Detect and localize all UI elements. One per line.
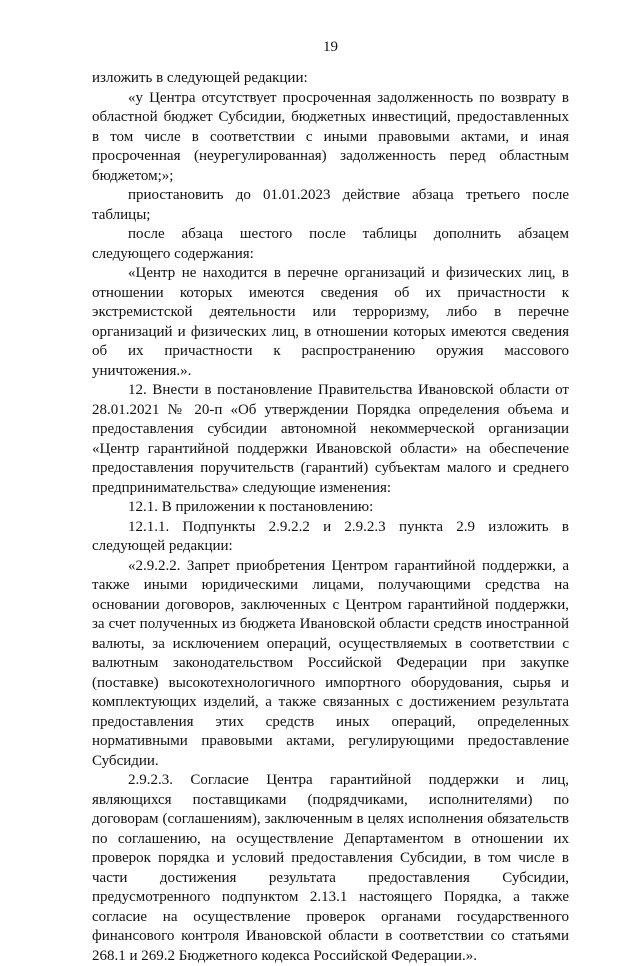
paragraph: изложить в следующей редакции: — [92, 70, 308, 86]
paragraph: 12. Внести в постановление Правительства Ивановской области от 28.01.2021 № 20-п «Об утверждении Порядка определения объема и предоставления субсидии автономной некоммерческой организации «Центр гарантийной поддержки Ивановской области» на обеспечение предоставления поручительств (гарантий) субъектам малого и среднего предпринимательства» следующие изменения: — [92, 382, 569, 496]
paragraph: 12.1. В приложении к постановлению: — [128, 499, 374, 515]
paragraph: 2.9.2.3. Согласие Центра гарантийной поддержки и лиц, являющихся поставщиками (подрядчиками, исполнителями) по договорам (соглашениям), заключенным в целях исполнения обязательств по соглашению, на осуществление Департаментом в отношении их проверок порядка и условий предоставления Субсидии, в том числе в части достижения результата предоставления Субсидии, предусмотренного подпунктом 2.13.1 настоящего Порядка, а также согласие на осуществление проверок органами государственного финансового контроля Ивановской области в соответствии со статьями 268.1 и 269.2 Бюджетного кодекса Российской Федерации.». — [92, 772, 569, 964]
paragraph: «у Центра отсутствует просроченная задолженность по возврату в областной бюджет Субсидии, бюджетных инвестиций, предоставленных в том числе в соответствии с иными правовыми актами, и иная просроченная (неурегулированная) задолженность перед областным бюджетом;»; — [92, 89, 569, 184]
page-number: 19 — [323, 39, 338, 55]
paragraph: после абзаца шестого после таблицы дополнить абзацем следующего содержания: — [92, 226, 569, 262]
paragraph: «Центр не находится в перечне организаций и физических лиц, в отношении которых имеются сведения об их причастности к экстремистской деятельности или терроризму, либо в перечне организаций и физических лиц, в отношении которых имеются сведения об их причастности к распространению оружия массового уничтожения.». — [92, 265, 569, 379]
paragraph: 12.1.1. Подпункты 2.9.2.2 и 2.9.2.3 пункта 2.9 изложить в следующей редакции: — [92, 518, 569, 554]
paragraph: приостановить до 01.01.2023 действие абзаца третьего после таблицы; — [92, 187, 569, 223]
paragraph: «2.9.2.2. Запрет приобретения Центром гарантийной поддержки, а также иными юридическими лицами, получающими средства на основании договоров, заключенных с Центром гарантийной поддержки, за счет полученных из бюджета Ивановской области средств иностранной валюты, за исключением операций, осуществляемых в соответствии с валютным законодательством Российской Федерации при закупке (поставке) высокотехнологичного импортного оборудования, сырья и комплектующих изделий, а также связанных с достижением результата предоставления этих средств иных операций, определенных нормативными правовыми актами, регулирующими предоставление Субсидии. — [92, 557, 569, 769]
